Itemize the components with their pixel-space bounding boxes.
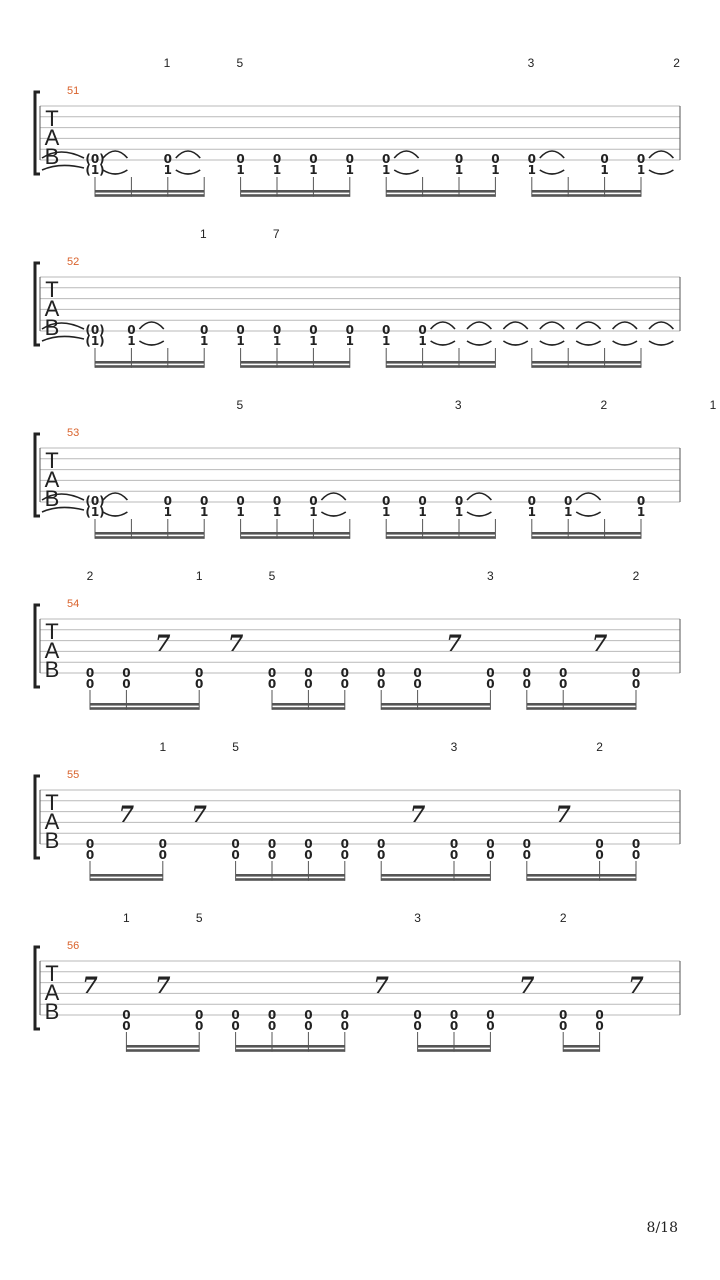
tie-arc <box>103 512 127 516</box>
count-number: 1 <box>195 569 203 583</box>
fret-number: 1 <box>236 505 245 519</box>
sixteenth-rest-icon: 7 <box>82 973 98 999</box>
beam <box>241 536 350 539</box>
fret-number: 1 <box>418 334 427 348</box>
count-number: 2 <box>600 398 608 412</box>
fret-number: 0 <box>418 494 427 508</box>
fret-number: 1 <box>491 163 500 177</box>
fret-number: 0 <box>486 848 495 862</box>
system-bracket <box>35 263 40 345</box>
fret-number: 1 <box>309 163 318 177</box>
beam <box>95 532 204 535</box>
tie-arc <box>394 170 418 174</box>
beam <box>241 190 350 193</box>
staff-system-51 <box>35 56 680 197</box>
tie-arc <box>576 322 600 329</box>
fret-number: 1 <box>163 505 172 519</box>
fret-number: 0 <box>486 1008 495 1022</box>
beam <box>241 532 350 535</box>
beam <box>236 874 345 877</box>
fret-number: 0 <box>377 837 386 851</box>
count-number: 5 <box>236 56 244 70</box>
beam <box>532 536 641 539</box>
beam <box>532 365 641 368</box>
tab-clef-letter: T <box>45 277 59 302</box>
fret-number: 0 <box>340 677 349 691</box>
fret-number: 0 <box>595 837 604 851</box>
beam <box>381 874 490 877</box>
fret-number: 1 <box>200 334 209 348</box>
fret-number: 0 <box>304 1019 313 1033</box>
count-number: 2 <box>559 911 567 925</box>
count-number: 2 <box>596 740 603 754</box>
beam <box>563 1049 599 1052</box>
tab-clef-letter: A <box>44 296 60 321</box>
count-number: 1 <box>123 911 130 925</box>
beam <box>527 707 636 710</box>
beam <box>527 874 636 877</box>
sixteenth-rest-icon: 7 <box>155 973 171 999</box>
count-number: 3 <box>527 56 535 70</box>
page-number: 8/18 <box>646 1220 678 1236</box>
fret-number: 0 <box>345 152 354 166</box>
fret-number: 0 <box>304 677 313 691</box>
fret-number: 0 <box>449 848 459 862</box>
fret-number: 0 <box>636 152 646 166</box>
fret-number: 1 <box>236 334 245 348</box>
fret-number: 0 <box>449 1019 459 1033</box>
fret-number: 0 <box>413 666 422 680</box>
tab-clef-letter: T <box>45 790 59 815</box>
beam <box>386 190 495 193</box>
fret-number: 0 <box>595 848 604 862</box>
measure-number: 52 <box>67 256 80 268</box>
tie-arc <box>540 170 564 174</box>
tie-arc <box>431 341 455 345</box>
fret-number: 1 <box>272 163 282 177</box>
fret-number: 0 <box>195 677 204 691</box>
count-number: 1 <box>159 740 167 754</box>
fret-number: 0 <box>413 677 422 691</box>
fret-number: 0 <box>340 1019 349 1033</box>
tab-clef-letter: B <box>44 999 60 1024</box>
count-number: 3 <box>454 398 462 412</box>
tie-arc <box>467 341 491 345</box>
tab-clef-letter: T <box>45 961 59 986</box>
system-bracket <box>35 776 40 858</box>
system-bracket <box>35 605 40 687</box>
beam <box>126 1049 199 1052</box>
tie-arc <box>103 170 127 174</box>
fret-number: 1 <box>382 334 391 348</box>
fret-number: (0) <box>85 323 105 337</box>
measure-number: 56 <box>67 940 80 952</box>
fret-number: 0 <box>559 666 568 680</box>
tie-arc <box>176 170 200 174</box>
fret-number: 0 <box>486 837 495 851</box>
fret-number: 0 <box>382 323 391 337</box>
count-number: 1 <box>163 56 171 70</box>
fret-number: 0 <box>377 848 386 862</box>
fret-number: 1 <box>127 334 136 348</box>
tie-arc <box>540 151 564 158</box>
tie-arc <box>467 493 491 500</box>
tab-clef-letter: A <box>44 125 60 150</box>
staff-system-55 <box>35 740 680 881</box>
beam <box>386 365 495 368</box>
fret-number: 0 <box>382 494 391 508</box>
fret-number: 0 <box>158 837 167 851</box>
fret-number: 1 <box>272 505 282 519</box>
fret-number: 0 <box>631 677 641 691</box>
beam <box>241 194 350 197</box>
count-number: 3 <box>414 911 421 925</box>
fret-number: 0 <box>304 666 313 680</box>
fret-number: 0 <box>600 152 609 166</box>
tie-arc <box>649 341 673 345</box>
fret-number: 1 <box>309 334 318 348</box>
sixteenth-rest-icon: 7 <box>591 631 608 657</box>
fret-number: 1 <box>527 505 536 519</box>
measure-number: 55 <box>67 769 80 781</box>
beam <box>532 361 641 364</box>
tab-clef-letter: B <box>44 486 60 511</box>
fret-number: 0 <box>309 323 318 337</box>
beam <box>90 878 163 881</box>
beam <box>241 365 350 368</box>
fret-number: 0 <box>449 1008 459 1022</box>
tab-clef-letter: B <box>44 657 60 682</box>
fret-number: 0 <box>486 1019 495 1033</box>
fret-number: 0 <box>85 666 95 680</box>
beam <box>95 361 204 364</box>
fret-number: 0 <box>195 1019 204 1033</box>
sixteenth-rest-icon: 7 <box>555 802 571 828</box>
tie-arc <box>649 170 673 174</box>
count-number: 5 <box>236 398 244 412</box>
fret-number: 0 <box>486 666 495 680</box>
fret-number: (1) <box>85 505 105 519</box>
beam <box>236 1045 345 1048</box>
fret-number: 0 <box>522 848 531 862</box>
sixteenth-rest-icon: 7 <box>191 802 207 828</box>
fret-number: 0 <box>377 677 386 691</box>
fret-number: 0 <box>454 494 464 508</box>
beam <box>90 874 163 877</box>
measure-number: 51 <box>67 85 80 97</box>
count-number: 2 <box>632 569 640 583</box>
fret-number: 0 <box>522 677 531 691</box>
fret-number: 0 <box>231 1008 240 1022</box>
fret-number: 0 <box>631 837 641 851</box>
fret-number: 0 <box>272 323 282 337</box>
beam <box>95 365 204 368</box>
beam <box>236 1049 345 1052</box>
tab-clef-letter: T <box>45 619 59 644</box>
fret-number: 0 <box>236 152 245 166</box>
sixteenth-rest-icon: 7 <box>446 631 462 657</box>
tie-arc <box>321 512 345 516</box>
fret-number: (1) <box>85 163 105 177</box>
beam <box>532 190 641 193</box>
beam <box>386 532 495 535</box>
count-number: 1 <box>200 227 207 241</box>
tie-arc <box>576 512 600 516</box>
fret-number: 1 <box>527 163 536 177</box>
fret-number: 1 <box>636 505 646 519</box>
count-number: 2 <box>86 569 94 583</box>
fret-number: 0 <box>631 666 641 680</box>
fret-number: 0 <box>522 666 531 680</box>
fret-number: 0 <box>522 837 531 851</box>
sixteenth-rest-icon: 7 <box>227 631 244 657</box>
fret-number: 0 <box>85 848 95 862</box>
tie-arc <box>103 493 127 500</box>
count-number: 3 <box>450 740 458 754</box>
fret-number: 0 <box>231 837 240 851</box>
fret-number: 0 <box>231 1019 240 1033</box>
fret-number: 1 <box>636 163 646 177</box>
fret-number: 0 <box>122 1008 131 1022</box>
fret-number: 1 <box>163 163 172 177</box>
tab-clef-letter: A <box>44 980 60 1005</box>
fret-number: 0 <box>267 666 277 680</box>
tie-arc <box>467 322 491 329</box>
count-number: 1 <box>709 398 717 412</box>
fret-number: 0 <box>195 666 204 680</box>
beam <box>527 703 636 706</box>
fret-number: 0 <box>559 1019 568 1033</box>
fret-number: 0 <box>304 1008 313 1022</box>
fret-number: 0 <box>340 666 349 680</box>
sixteenth-rest-icon: 7 <box>628 973 644 999</box>
staff-system-56 <box>35 911 680 1052</box>
staff-system-53 <box>35 398 717 539</box>
sixteenth-rest-icon: 7 <box>373 973 389 999</box>
fret-number: 1 <box>345 163 354 177</box>
fret-number: 0 <box>340 837 349 851</box>
tie-arc <box>649 322 673 329</box>
tie-arc <box>576 493 600 500</box>
tab-clef-letter: A <box>44 809 60 834</box>
fret-number: 0 <box>163 152 172 166</box>
fret-number: 0 <box>377 666 386 680</box>
system-bracket <box>35 947 40 1029</box>
beam <box>90 703 199 706</box>
tab-clef-letter: T <box>45 448 59 473</box>
fret-number: 0 <box>195 1008 204 1022</box>
tie-arc <box>649 151 673 158</box>
fret-number: 0 <box>127 323 136 337</box>
fret-number: 0 <box>413 1019 422 1033</box>
tie-arc <box>540 341 564 345</box>
beam <box>381 878 490 881</box>
tie-arc <box>613 341 637 345</box>
beam <box>381 707 490 710</box>
fret-number: 0 <box>309 494 318 508</box>
fret-number: 0 <box>559 677 568 691</box>
tab-clef-letter: A <box>44 638 60 663</box>
tie-arc <box>613 322 637 329</box>
beam <box>527 878 636 881</box>
fret-number: 0 <box>491 152 500 166</box>
sixteenth-rest-icon: 7 <box>409 802 426 828</box>
fret-number: 0 <box>449 837 459 851</box>
measure-number: 53 <box>67 427 80 439</box>
fret-number: 1 <box>600 163 609 177</box>
fret-number: 0 <box>236 323 245 337</box>
beam <box>381 703 490 706</box>
fret-number: 0 <box>486 677 495 691</box>
beam <box>90 707 199 710</box>
fret-number: 0 <box>122 1019 131 1033</box>
count-number: 3 <box>487 569 494 583</box>
beam <box>241 361 350 364</box>
fret-number: 0 <box>122 666 131 680</box>
fret-number: (0) <box>85 494 105 508</box>
fret-number: 0 <box>454 152 464 166</box>
tie-arc <box>540 322 564 329</box>
fret-number: (0) <box>85 152 105 166</box>
fret-number: 1 <box>564 505 573 519</box>
system-bracket <box>35 92 40 174</box>
fret-number: 0 <box>382 152 391 166</box>
fret-number: 0 <box>267 1008 277 1022</box>
fret-number: 0 <box>345 323 354 337</box>
fret-number: 1 <box>454 505 464 519</box>
count-number: 5 <box>268 569 276 583</box>
measure-number: 54 <box>67 598 80 610</box>
fret-number: 0 <box>200 323 209 337</box>
tie-arc <box>321 493 345 500</box>
fret-number: 0 <box>564 494 573 508</box>
system-bracket <box>35 434 40 516</box>
count-number: 7 <box>272 227 280 241</box>
fret-number: 1 <box>236 163 245 177</box>
tie-arc <box>394 151 418 158</box>
fret-number: 0 <box>304 837 313 851</box>
beam <box>563 1045 599 1048</box>
tab-clef-letter: T <box>45 106 59 131</box>
beam <box>386 536 495 539</box>
count-number: 5 <box>232 740 239 754</box>
tie-arc <box>467 512 491 516</box>
beam <box>386 361 495 364</box>
sixteenth-rest-icon: 7 <box>519 973 535 999</box>
tie-arc <box>139 341 163 345</box>
fret-number: 0 <box>418 323 427 337</box>
fret-number: 0 <box>527 494 536 508</box>
tie-arc <box>176 151 200 158</box>
fret-number: 0 <box>272 152 282 166</box>
fret-number: 1 <box>272 334 282 348</box>
sixteenth-rest-icon: 7 <box>118 802 135 828</box>
tie-arc <box>576 341 600 345</box>
fret-number: 0 <box>595 1008 604 1022</box>
fret-number: 0 <box>231 848 240 862</box>
fret-number: 1 <box>418 505 427 519</box>
staff-system-52 <box>35 227 680 368</box>
fret-number: (1) <box>85 334 105 348</box>
fret-number: 0 <box>527 152 536 166</box>
fret-number: 0 <box>267 837 277 851</box>
tie-arc <box>503 322 527 329</box>
fret-number: 0 <box>267 848 277 862</box>
tab-clef-letter: B <box>44 144 60 169</box>
beam <box>532 532 641 535</box>
fret-number: 0 <box>267 677 277 691</box>
fret-number: 1 <box>309 505 318 519</box>
beam <box>532 194 641 197</box>
fret-number: 0 <box>85 837 95 851</box>
staff-system-54 <box>35 569 680 710</box>
tie-arc <box>103 151 127 158</box>
fret-number: 0 <box>413 1008 422 1022</box>
fret-number: 0 <box>267 1019 277 1033</box>
fret-number: 1 <box>454 163 464 177</box>
tie-arc <box>503 341 527 345</box>
fret-number: 0 <box>158 848 167 862</box>
fret-number: 1 <box>382 505 391 519</box>
beam <box>95 190 204 193</box>
tab-clef-letter: B <box>44 828 60 853</box>
sixteenth-rest-icon: 7 <box>155 631 171 657</box>
count-number: 5 <box>195 911 203 925</box>
tie-arc <box>431 322 455 329</box>
fret-number: 0 <box>595 1019 604 1033</box>
beam <box>126 1045 199 1048</box>
fret-number: 0 <box>304 848 313 862</box>
beam <box>236 878 345 881</box>
fret-number: 0 <box>340 1008 349 1022</box>
fret-number: 0 <box>200 494 209 508</box>
fret-number: 1 <box>200 505 209 519</box>
tab-clef-letter: A <box>44 467 60 492</box>
fret-number: 0 <box>309 152 318 166</box>
fret-number: 0 <box>163 494 172 508</box>
fret-number: 0 <box>340 848 349 862</box>
fret-number: 0 <box>631 848 641 862</box>
fret-number: 0 <box>236 494 245 508</box>
fret-number: 0 <box>559 1008 568 1022</box>
fret-number: 0 <box>85 677 95 691</box>
tab-clef-letter: B <box>44 315 60 340</box>
tie-arc <box>139 322 163 329</box>
fret-number: 1 <box>382 163 391 177</box>
fret-number: 0 <box>636 494 646 508</box>
beam <box>95 536 204 539</box>
fret-number: 0 <box>122 677 131 691</box>
beam <box>95 194 204 197</box>
beam <box>386 194 495 197</box>
fret-number: 1 <box>345 334 354 348</box>
count-number: 2 <box>673 56 680 70</box>
fret-number: 0 <box>272 494 282 508</box>
